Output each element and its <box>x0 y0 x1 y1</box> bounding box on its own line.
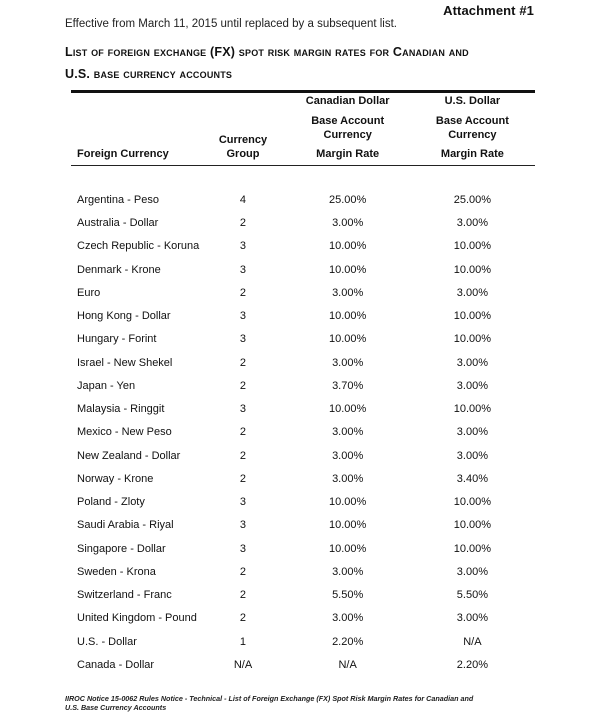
cell-usd-margin-rate: 5.50% <box>456 589 488 602</box>
table-row <box>71 467 535 490</box>
header-currency-group-line2: Group <box>226 148 260 160</box>
cell-usd-margin-rate: 3.00% <box>456 449 488 462</box>
cell-currency-group: 3 <box>239 263 247 276</box>
footer-line-2: U.S. Base Currency Accounts <box>65 703 167 712</box>
cell-cad-margin-rate: 3.00% <box>332 286 364 299</box>
table-row <box>71 212 535 235</box>
cell-usd-margin-rate: 25.00% <box>453 193 492 206</box>
cell-usd-margin-rate: 10.00% <box>453 519 492 532</box>
header-cad-margin-rate <box>286 93 410 165</box>
cell-currency-group: 3 <box>239 333 247 346</box>
cell-currency-group: 3 <box>239 240 247 253</box>
cell-usd-margin-rate: 10.00% <box>453 542 492 555</box>
header-foreign-currency <box>71 93 200 165</box>
cell-foreign-currency: Euro <box>77 286 101 299</box>
cell-cad-margin-rate: 3.00% <box>332 217 364 230</box>
table-row <box>71 305 535 328</box>
cell-foreign-currency: Mexico - New Peso <box>77 426 172 439</box>
header-usd-mid1: Base Account <box>435 115 509 127</box>
table-row <box>71 374 535 397</box>
header-currency-group-line1: Currency <box>218 134 268 146</box>
cell-cad-margin-rate: 2.20% <box>332 635 364 648</box>
table-body <box>71 165 535 677</box>
cell-currency-group: 2 <box>239 612 247 625</box>
table-row <box>71 281 535 304</box>
cell-usd-margin-rate: 3.00% <box>456 379 488 392</box>
cell-usd-margin-rate: 10.00% <box>453 496 492 509</box>
cell-currency-group: 2 <box>239 217 247 230</box>
cell-foreign-currency: Australia - Dollar <box>77 217 159 230</box>
table-row <box>71 491 535 514</box>
page-footer <box>65 694 585 712</box>
header-cad-mid2: Currency <box>323 129 372 141</box>
cell-usd-margin-rate: 10.00% <box>453 403 492 416</box>
cell-foreign-currency: Switzerland - Franc <box>77 589 172 602</box>
table-row <box>71 584 535 607</box>
header-cad-bottom: Margin Rate <box>316 148 380 160</box>
cell-cad-margin-rate: 10.00% <box>329 333 367 346</box>
cell-currency-group: 2 <box>239 565 247 578</box>
table-row <box>71 328 535 351</box>
header-cad-mid1: Base Account <box>311 115 385 127</box>
effective-note: Effective from March 11, 2015 until replaced by a subsequent list. <box>65 18 397 30</box>
cell-foreign-currency: U.S. - Dollar <box>77 635 137 648</box>
cell-currency-group: 2 <box>239 426 247 439</box>
cell-currency-group: 4 <box>239 193 247 206</box>
cell-usd-margin-rate: 2.20% <box>456 658 488 671</box>
attachment-label: Attachment #1 <box>443 3 534 18</box>
cell-cad-margin-rate: 10.00% <box>329 403 367 416</box>
table-row <box>71 444 535 467</box>
cell-foreign-currency: United Kingdom - Pound <box>77 612 197 625</box>
cell-usd-margin-rate: 3.00% <box>456 565 488 578</box>
cell-currency-group: 2 <box>239 356 247 369</box>
document-title <box>65 41 545 85</box>
cell-cad-margin-rate: 3.00% <box>332 449 364 462</box>
cell-foreign-currency: New Zealand - Dollar <box>77 449 181 462</box>
cell-currency-group: 2 <box>239 472 247 485</box>
cell-foreign-currency: Canada - Dollar <box>77 658 155 671</box>
cell-foreign-currency: Malaysia - Ringgit <box>77 403 165 416</box>
cell-usd-margin-rate: 10.00% <box>453 333 492 346</box>
cell-cad-margin-rate: 3.00% <box>332 612 364 625</box>
cell-foreign-currency: Japan - Yen <box>77 379 136 392</box>
cell-usd-margin-rate: 3.40% <box>456 472 488 485</box>
cell-currency-group: 2 <box>239 449 247 462</box>
header-usd-bottom: Margin Rate <box>440 148 504 160</box>
cell-cad-margin-rate: 3.00% <box>332 426 364 439</box>
cell-usd-margin-rate: 3.00% <box>456 612 488 625</box>
table-row <box>71 398 535 421</box>
table-row <box>71 514 535 537</box>
table-row <box>71 653 535 676</box>
cell-currency-group: 3 <box>239 519 247 532</box>
cell-currency-group: 3 <box>239 403 247 416</box>
cell-foreign-currency: Singapore - Dollar <box>77 542 166 555</box>
cell-usd-margin-rate: 10.00% <box>453 263 492 276</box>
header-usd-margin-rate <box>410 93 535 165</box>
header-usd-mid2: Currency <box>448 129 497 141</box>
title-line-1: List of foreign exchange (FX) spot risk margin rates for Canadian and <box>65 45 469 59</box>
header-usd-top: U.S. Dollar <box>444 95 501 107</box>
header-currency-group <box>200 93 285 165</box>
cell-usd-margin-rate: 10.00% <box>453 240 492 253</box>
table-row <box>71 537 535 560</box>
cell-foreign-currency: Norway - Krone <box>77 472 154 485</box>
cell-usd-margin-rate: 3.00% <box>456 356 488 369</box>
fx-margin-rates-table <box>71 93 535 677</box>
header-foreign-currency-label: Foreign Currency <box>77 148 169 160</box>
table-row <box>71 188 535 211</box>
table-row <box>71 421 535 444</box>
cell-cad-margin-rate: 3.70% <box>332 379 364 392</box>
cell-cad-margin-rate: 10.00% <box>329 240 367 253</box>
cell-foreign-currency: Sweden - Krona <box>77 565 156 578</box>
cell-currency-group: 3 <box>239 496 247 509</box>
cell-currency-group: 2 <box>239 379 247 392</box>
cell-usd-margin-rate: 3.00% <box>456 426 488 439</box>
cell-cad-margin-rate: 10.00% <box>329 542 367 555</box>
footer-line-1: IIROC Notice 15-0062 Rules Notice - Technical - List of Foreign Exchange (FX) Spot Risk Margin Rates for Canadian and <box>65 694 474 703</box>
cell-cad-margin-rate: 3.00% <box>332 565 364 578</box>
cell-cad-margin-rate: 10.00% <box>329 519 367 532</box>
cell-cad-margin-rate: 10.00% <box>329 310 367 323</box>
cell-foreign-currency: Czech Republic - Koruna <box>77 240 200 253</box>
cell-cad-margin-rate: 10.00% <box>329 263 367 276</box>
table-header-row <box>71 93 535 165</box>
cell-usd-margin-rate: 3.00% <box>456 217 488 230</box>
table-row <box>71 560 535 583</box>
table-row <box>71 258 535 281</box>
cell-currency-group: 2 <box>239 286 247 299</box>
cell-foreign-currency: Hungary - Forint <box>77 333 157 346</box>
cell-cad-margin-rate: 3.00% <box>332 356 364 369</box>
cell-foreign-currency: Israel - New Shekel <box>77 356 173 369</box>
cell-currency-group: N/A <box>233 658 253 671</box>
cell-currency-group: 1 <box>239 635 247 648</box>
cell-usd-margin-rate: 10.00% <box>453 310 492 323</box>
cell-currency-group: 3 <box>239 542 247 555</box>
cell-cad-margin-rate: 10.00% <box>329 496 367 509</box>
header-cad-top: Canadian Dollar <box>305 95 390 107</box>
cell-foreign-currency: Argentina - Peso <box>77 193 159 206</box>
cell-foreign-currency: Denmark - Krone <box>77 263 161 276</box>
cell-foreign-currency: Poland - Zloty <box>77 496 145 509</box>
cell-currency-group: 2 <box>239 589 247 602</box>
cell-cad-margin-rate: 5.50% <box>332 589 364 602</box>
cell-cad-margin-rate: N/A <box>338 658 357 671</box>
spacer-cell <box>71 165 535 188</box>
cell-cad-margin-rate: 25.00% <box>329 193 367 206</box>
header-divider-rule <box>71 165 535 166</box>
table-row <box>71 630 535 653</box>
title-line-2: U.S. base currency accounts <box>65 67 233 81</box>
cell-foreign-currency: Saudi Arabia - Riyal <box>77 519 174 532</box>
table-row <box>71 607 535 630</box>
table-body-spacer <box>71 165 535 188</box>
cell-foreign-currency: Hong Kong - Dollar <box>77 310 171 323</box>
table-row <box>71 351 535 374</box>
cell-currency-group: 3 <box>239 310 247 323</box>
cell-usd-margin-rate: N/A <box>463 635 482 648</box>
cell-usd-margin-rate: 3.00% <box>456 286 488 299</box>
cell-cad-margin-rate: 3.00% <box>332 472 364 485</box>
table-row <box>71 235 535 258</box>
